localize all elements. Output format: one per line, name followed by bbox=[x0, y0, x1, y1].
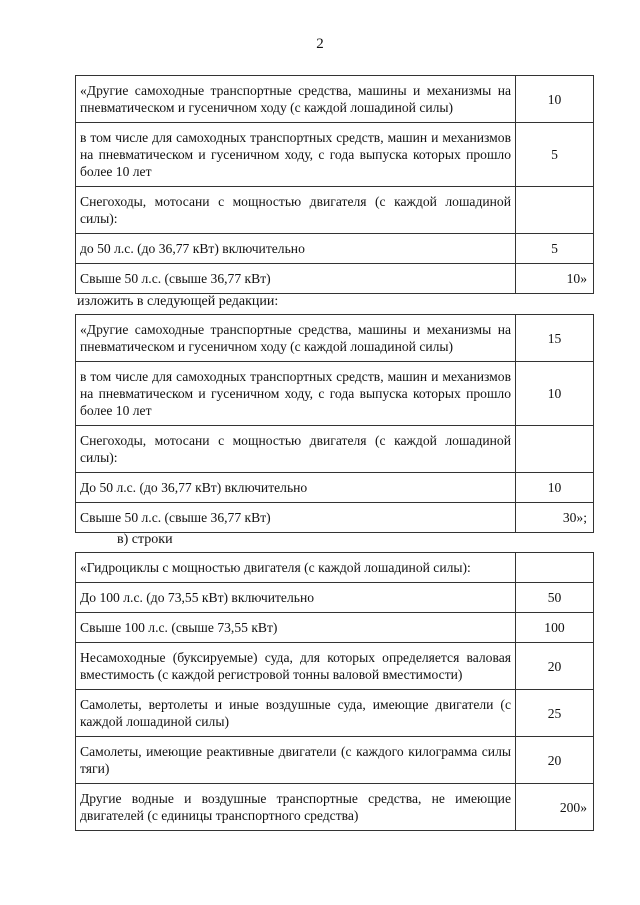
row-value: 30»; bbox=[516, 503, 594, 533]
row-description: Другие водные и воздушные транспортные средства, не имеющие двигателей (с единицы транспортного средства) bbox=[76, 784, 516, 831]
row-description: «Другие самоходные транспортные средства, машины и механизмы на пневматическом и гусеничном ходу (с каждой лошадиной силы) bbox=[76, 315, 516, 362]
table-row bbox=[76, 643, 594, 690]
row-description: До 50 л.с. (до 36,77 кВт) включительно bbox=[76, 473, 516, 503]
table-row bbox=[76, 690, 594, 737]
row-value: 5 bbox=[516, 234, 594, 264]
row-description: Свыше 50 л.с. (свыше 36,77 кВт) bbox=[76, 503, 516, 533]
row-description: Снегоходы, мотосани с мощностью двигателя (с каждой лошадиной силы): bbox=[76, 426, 516, 473]
rates-table-body bbox=[76, 76, 594, 294]
table-row bbox=[76, 234, 594, 264]
table-row bbox=[76, 737, 594, 784]
table-row bbox=[76, 784, 594, 831]
row-description: Свыше 50 л.с. (свыше 36,77 кВт) bbox=[76, 264, 516, 294]
row-description: Свыше 100 л.с. (свыше 73,55 кВт) bbox=[76, 613, 516, 643]
table-row bbox=[76, 187, 594, 234]
row-value: 100 bbox=[516, 613, 594, 643]
row-value: 25 bbox=[516, 690, 594, 737]
section-heading-v-rows: в) строки bbox=[117, 532, 173, 547]
table-row bbox=[76, 503, 594, 533]
row-value: 200» bbox=[516, 784, 594, 831]
row-value: 50 bbox=[516, 583, 594, 613]
rates-table-rows-v bbox=[75, 552, 594, 831]
row-value: 15 bbox=[516, 315, 594, 362]
row-value: 20 bbox=[516, 643, 594, 690]
rates-table-new bbox=[75, 314, 594, 533]
row-description: Самолеты, вертолеты и иные воздушные суда, имеющие двигатели (с каждой лошадиной силы) bbox=[76, 690, 516, 737]
table-row bbox=[76, 426, 594, 473]
table-row bbox=[76, 123, 594, 187]
row-value: 10» bbox=[516, 264, 594, 294]
row-description: в том числе для самоходных транспортных средств, машин и механизмов на пневматическом и гусеничном ходу, с года выпуска которых прошло более 10 лет bbox=[76, 123, 516, 187]
row-description: в том числе для самоходных транспортных средств, машин и механизмов на пневматическом и гусеничном ходу, с года выпуска которых прошло более 10 лет bbox=[76, 362, 516, 426]
rates-table-body bbox=[76, 553, 594, 831]
page-number: 2 bbox=[316, 36, 324, 52]
table-row bbox=[76, 362, 594, 426]
row-description: До 100 л.с. (до 73,55 кВт) включительно bbox=[76, 583, 516, 613]
table-row bbox=[76, 473, 594, 503]
table-row bbox=[76, 613, 594, 643]
row-value: 10 bbox=[516, 473, 594, 503]
row-description: «Другие самоходные транспортные средства, машины и механизмы на пневматическом и гусеничном ходу (с каждой лошадиной силы) bbox=[76, 76, 516, 123]
table-row bbox=[76, 315, 594, 362]
row-description: Несамоходные (буксируемые) суда, для которых определяется валовая вместимость (с каждой регистровой тонны валовой вместимости) bbox=[76, 643, 516, 690]
row-value: 10 bbox=[516, 76, 594, 123]
row-value: 10 bbox=[516, 362, 594, 426]
rates-table-old bbox=[75, 75, 594, 294]
row-value: 20 bbox=[516, 737, 594, 784]
row-description: до 50 л.с. (до 36,77 кВт) включительно bbox=[76, 234, 516, 264]
row-description: Самолеты, имеющие реактивные двигатели (с каждого килограмма силы тяги) bbox=[76, 737, 516, 784]
rates-table-body bbox=[76, 315, 594, 533]
row-value bbox=[516, 187, 594, 234]
row-description: Снегоходы, мотосани с мощностью двигателя (с каждой лошадиной силы): bbox=[76, 187, 516, 234]
table-row bbox=[76, 583, 594, 613]
row-value: 5 bbox=[516, 123, 594, 187]
table-row bbox=[76, 76, 594, 123]
row-description: «Гидроциклы с мощностью двигателя (с каждой лошадиной силы): bbox=[76, 553, 516, 583]
row-value bbox=[516, 553, 594, 583]
table-row bbox=[76, 264, 594, 294]
row-value bbox=[516, 426, 594, 473]
table-row bbox=[76, 553, 594, 583]
amendment-paragraph: изложить в следующей редакции: bbox=[77, 294, 279, 309]
